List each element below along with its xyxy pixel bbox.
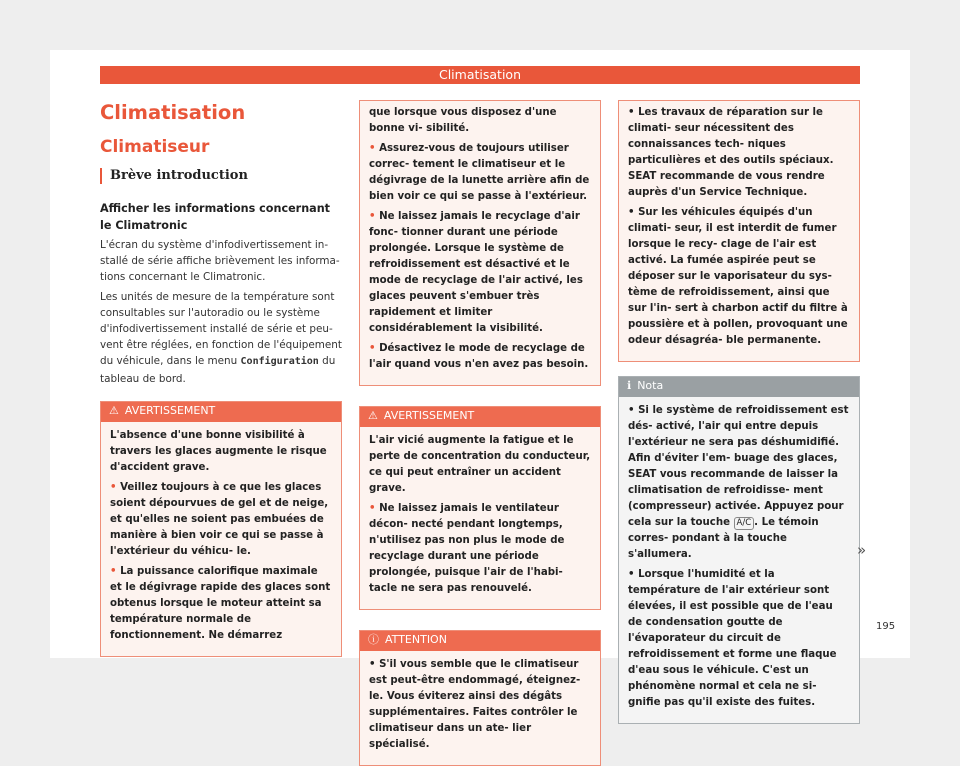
attention-box	[359, 630, 601, 766]
column-left	[100, 100, 342, 657]
paragraph: L'écran du système d'infodivertissement in- stallé de série affiche brièvement les informa- tions concernant le Climatronic.	[100, 239, 340, 284]
warning-box-header	[360, 407, 600, 427]
section-title: Climatiseur	[100, 137, 210, 157]
warning-triangle-icon: ⚠	[109, 403, 119, 417]
section-header-bar: Climatisation	[100, 66, 860, 84]
bullet-icon: •	[369, 659, 380, 670]
bullet-text: Assurez-vous de toujours utiliser correc- tement le climatiseur et le dégivrage de la lunette arrière afin de bien voir ce qui se passe à l'extérieur.	[369, 143, 590, 202]
warning-box	[100, 401, 342, 657]
warning-box-title: AVERTISSEMENT	[383, 409, 475, 422]
bullet-icon: •	[369, 143, 380, 154]
column-right	[618, 100, 860, 724]
bullet-text: Veillez toujours à ce que les glaces soient dépourvues de gel et de neige, et qu'elles ne soient pas embuées de manière à bien voir ce qui se passe à l'extérieur du véhicu- le.	[110, 481, 329, 557]
continue-arrow-icon: »	[857, 541, 867, 559]
bullet-icon: •	[369, 343, 380, 354]
bullet-item	[369, 209, 591, 337]
bullet-icon: •	[369, 503, 380, 514]
bullet-text: Ne laissez jamais le recyclage d'air fonc- tionner durant une période prolongée. Lorsque le système de refroidissement est désactivé et le mode de recyclage de l'air activé, les glaces peuvent s'embuer très rapidement et limiter considérablement la visibilité.	[369, 211, 583, 334]
chapter-title: Climatisation	[100, 101, 246, 124]
menu-name: Configuration	[240, 356, 319, 368]
bullet-icon: •	[369, 211, 380, 222]
bullet-item	[369, 657, 591, 753]
topic-heading: Afficher les informations concernant le Climatronic	[100, 202, 331, 232]
bullet-icon: •	[628, 405, 639, 416]
bullet-text: Lorsque l'humidité et la température de l'air extérieur sont élevées, il est possible que de l'eau de condensation goutte de l'évaporateur du circuit de refroidissement et forme une flaque d'eau sous le véhicule. C'est un phénomène normal et cela ne si- gnifie pas qu'il existe des fuites.	[628, 569, 837, 708]
continued-text: que lorsque vous disposez d'une bonne vi- sibilité.	[369, 107, 557, 134]
bullet-item	[628, 105, 850, 201]
bullet-text: Les travaux de réparation sur le climati- seur nécessitent des connaissances tech- niques particulières et des outils spéciaux. SEAT recommande de vous rendre auprès d'un Service Technique.	[628, 107, 834, 198]
bullet-item	[369, 141, 591, 205]
warning-box-body	[101, 422, 341, 656]
warning-triangle-icon: ⚠	[368, 409, 378, 422]
bullet-item	[110, 564, 332, 644]
warning-box-body	[360, 427, 600, 609]
column-middle	[359, 100, 601, 766]
paragraph-text: Les unités de mesure de la température sont consultables sur l'autoradio ou le système d'infodivertissement installé de série et peu- vent être réglées, en fonction de l'équipement du véhicule, dans le menu	[100, 290, 342, 368]
attention-box-body	[360, 651, 600, 765]
bullet-icon: •	[110, 565, 121, 577]
info-circle-icon: ⓘ	[368, 633, 379, 646]
attention-box-continued	[618, 100, 860, 362]
bullet-item	[628, 567, 850, 711]
info-square-icon: ℹ	[627, 379, 632, 392]
bullet-text: S'il vous semble que le climatiseur est peut-être endommagé, éteignez-le. Vous éviterez ainsi des dégâts supplémentaires. Faites contrôler le climatiseur dans un ate- lier spécialisé.	[369, 659, 581, 750]
warning-box-header	[101, 402, 341, 422]
bullet-text: La puissance calorifique maximale et le dégivrage rapide des glaces sont obtenus lorsque le moteur atteint sa température normale de fonctionnement. Ne démarrez	[110, 565, 331, 641]
ac-key-icon: A/C	[734, 517, 755, 530]
note-box-title: Nota	[637, 379, 664, 392]
bullet-icon: •	[628, 107, 639, 118]
bullet-text: Ne laissez jamais le ventilateur décon- necté pendant longtemps, n'utilisez pas non plus le mode de recyclage durant une période prolongée, puisque l'air de l'habi- tacle ne sera pas renouvelé.	[369, 503, 565, 594]
attention-box-title: ATTENTION	[385, 633, 447, 646]
warning-box-title: AVERTISSEMENT	[124, 403, 216, 417]
bullet-text: Sur les véhicules équipés d'un climati- seur, il est interdit de fumer lorsque le recy- clage de l'air est activé. La fumée aspirée peut se déposer sur le vaporisateur du sys- tème de refroidissement, ainsi que sur l'in- sert à charbon actif du filtre à poussière et à pollen, provoquant une odeur désagréa- ble permanente.	[628, 207, 848, 346]
note-box-header	[619, 377, 859, 397]
bullet-icon: •	[628, 207, 639, 218]
subsection-title: Brève introduction	[100, 168, 342, 184]
bullet-item	[369, 341, 591, 373]
bullet-text: Désactivez le mode de recyclage de l'air quand vous n'en avez pas besoin.	[369, 343, 589, 370]
bullet-text: Si le système de refroidissement est dés- activé, l'air qui entre depuis l'extérieur ne sera pas déshumidifié. Afin d'éviter l'em- buage des glaces, SEAT vous recommande de laisser la climatisation de refroidisse- ment (compresseur) activée. Appuyez pour cela sur la touche	[628, 405, 849, 528]
bullet-item	[110, 480, 332, 560]
bullet-icon: •	[110, 481, 121, 493]
note-box-body	[619, 397, 859, 723]
warning-intro: L'absence d'une bonne visibilité à travers les glaces augmente le risque d'accident grave.	[110, 429, 327, 473]
bullet-item	[628, 205, 850, 349]
page-number: 195	[876, 621, 896, 632]
warning-box-continued	[359, 100, 601, 386]
warning-intro: L'air vicié augmente la fatigue et le perte de concentration du conducteur, ce qui peut entraîner un accident grave.	[369, 435, 591, 494]
attention-box-header	[360, 631, 600, 651]
note-box	[618, 376, 860, 724]
bullet-item	[369, 501, 591, 597]
paragraph-text: du tableau de bord.	[100, 355, 336, 385]
warning-box	[359, 406, 601, 610]
paragraph	[100, 289, 342, 387]
bullet-icon: •	[628, 569, 639, 580]
bullet-text: . Le témoin corres- pondant à la touche s'allumera.	[628, 517, 819, 560]
bullet-item	[628, 403, 850, 563]
